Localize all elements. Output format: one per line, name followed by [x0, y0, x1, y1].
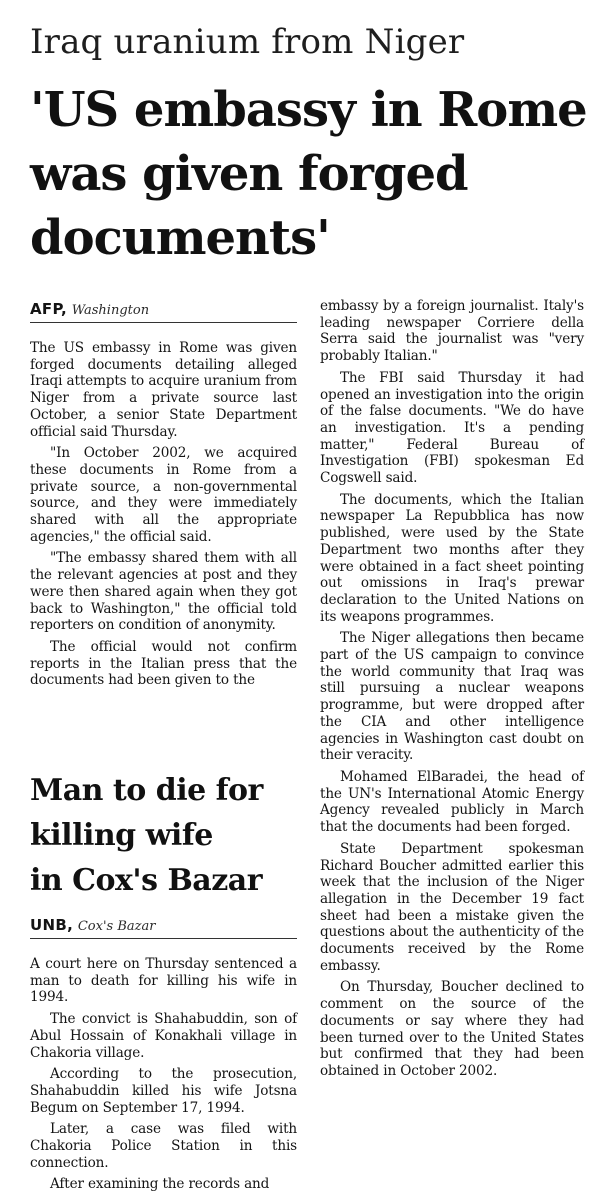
headline-line: 'US embassy in Rome: [30, 82, 587, 138]
paragraph: "The embassy shared them with all the relevant agencies at post and they were then shared again when they got back to Washington," the official told reporters on condition of anonymity.: [30, 550, 297, 634]
paragraph: A court here on Thursday sentenced a man to death for killing his wife in 1994.: [30, 956, 297, 1006]
paragraph: The US embassy in Rome was given forged documents detailing alleged Iraqi attempts to acquire uranium from Niger from a private source last October, a senior State Department official said Thursday.: [30, 340, 297, 440]
paragraph: embassy by a foreign journalist. Italy's leading newspaper Corriere della Serra said the journalist was "very probably Italian.": [320, 298, 584, 365]
article2-column: [30, 914, 297, 1193]
paragraph: State Department spokesman Richard Boucher admitted earlier this week that the inclusion of the Niger allegation in the December 19 fact sheet had been a mistake given the questions about the authenticity of the documents received by the Rome embassy.: [320, 840, 584, 974]
paragraph: The documents, which the Italian newspaper La Repubblica has now published, were used by the State Department two months after they were obtained in a fact sheet pointing out omissions in Iraq's prewar declaration to the United Nations on its weapons programmes.: [320, 491, 584, 625]
article1-left-column: [30, 298, 297, 689]
paragraph: After examining the records and: [50, 1176, 270, 1193]
article-kicker: Iraq uranium from Niger: [30, 22, 465, 62]
paragraph: Later, a case was filed with Chakoria Police Station in this connection.: [30, 1121, 297, 1171]
byline-place: Washington: [71, 303, 150, 318]
paragraph: On Thursday, Boucher declined to comment on the source of the documents or say where they had been turned over to the United States but confirmed that they had been obtained in October 2002.: [320, 979, 584, 1079]
byline-agency: AFP,: [30, 300, 67, 318]
article2-body: [30, 956, 297, 1193]
paragraph: Mohamed ElBaradei, the head of the UN's International Atomic Energy Agency revealed publicly in March that the documents had been forged.: [320, 768, 584, 836]
article1-right-column: [320, 298, 584, 1080]
headline-line: in Cox's Bazar: [30, 863, 263, 898]
article2-byline: [30, 914, 297, 939]
paragraph: The Niger allegations then became part of the US campaign to convince the world community that Iraq was still pursuing a nuclear weapons programme, but were dropped after the CIA and other intelligence agencies in Washington cast doubt on their veracity.: [320, 630, 584, 764]
paragraph: The convict is Shahabuddin, son of Abul Hossain of Konakhali village in Chakoria village.: [30, 1011, 297, 1061]
paragraph: The official would not confirm reports in the Italian press that the documents had been given to the: [30, 638, 297, 689]
byline-agency: UNB,: [30, 916, 74, 934]
paragraph: The FBI said Thursday it had opened an investigation into the origin of the false documents. "We do have an investigation. It's a pending matter," Federal Bureau of Investigation (FBI) spokesman Ed Cogswell said.: [320, 369, 584, 487]
headline-line: Man to die for: [30, 773, 263, 808]
article2-headline: [30, 768, 297, 903]
headline-line: was given forged: [30, 146, 468, 202]
article-headline: [30, 78, 590, 270]
headline-line: killing wife: [30, 818, 213, 853]
article1-body-left: [30, 340, 297, 689]
headline-line: documents': [30, 210, 330, 266]
article1-byline: [30, 298, 297, 323]
paragraph: "In October 2002, we acquired these documents in Rome from a private source, a non-governmental source, and they were immediately shared with all the appropriate agencies," the official said.: [30, 445, 297, 545]
paragraph: According to the prosecution, Shahabuddin killed his wife Jotsna Begum on September 17, 1994.: [30, 1066, 297, 1116]
byline-place: Cox's Bazar: [77, 919, 156, 934]
